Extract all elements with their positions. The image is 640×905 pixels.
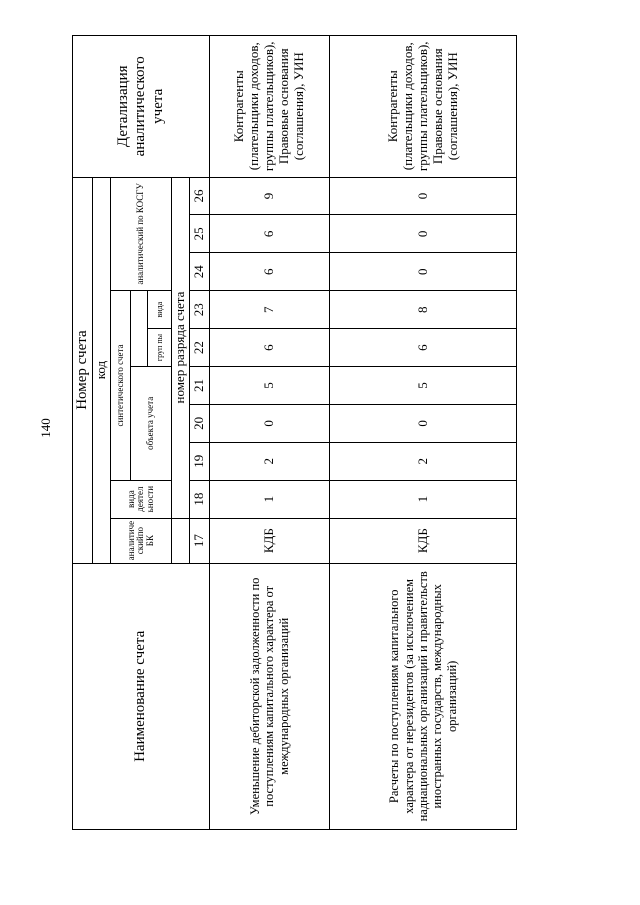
digit-20: 20: [190, 404, 210, 442]
header-activity-type: вида деятел ьности: [111, 480, 172, 518]
digit-23: 23: [190, 291, 210, 329]
row-1-digit-20: 0: [210, 404, 330, 442]
digit-22: 22: [190, 329, 210, 367]
page-number: 140: [38, 418, 53, 438]
header-analytic-bk: аналитиче скийпо БК: [111, 518, 172, 563]
row-2-digit-21: 5: [330, 367, 517, 405]
row-2-digit-24: 0: [330, 253, 517, 291]
row-1-activity-type: 1: [210, 480, 330, 518]
header-rank-number: номер разряда счета: [172, 177, 190, 518]
header-kind: вида: [148, 291, 172, 329]
row-2-digit-20: 0: [330, 404, 517, 442]
table-row: [210, 36, 330, 830]
row-2-analytic-detail: Контрагенты (плательщики доходов, группы плательщиков), Правовые основания (соглашения), УИН: [330, 36, 517, 178]
row-1-analytic-bk: КДБ: [210, 518, 330, 563]
digit-17: 17: [190, 518, 210, 563]
row-1-digit-22: 6: [210, 329, 330, 367]
header-synthetic-account: синтетического счета: [111, 291, 131, 480]
digit-18: 18: [190, 480, 210, 518]
row-2-analytic-bk: КДБ: [330, 518, 517, 563]
digit-19: 19: [190, 442, 210, 480]
row-2-activity-type: 1: [330, 480, 517, 518]
row-1-digit-21: 5: [210, 367, 330, 405]
header-account-name: Наименование счета: [73, 563, 210, 829]
header-code: код: [93, 177, 111, 563]
row-1-digit-24: 6: [210, 253, 330, 291]
row-2-digit-23: 8: [330, 291, 517, 329]
row-2-digit-26: 0: [330, 177, 517, 215]
digit-25: 25: [190, 215, 210, 253]
table-row: [330, 36, 517, 830]
row-1-digit-25: 6: [210, 215, 330, 253]
header-accounting-object: объекта учета: [131, 367, 172, 481]
row-1-digit-23: 7: [210, 291, 330, 329]
digit-24: 24: [190, 253, 210, 291]
row-2-account-name: Расчеты по поступлениям капитального характера от нерезидентов (за исключением наднациональных организаций и правительств иностранных государств, международных организаций): [330, 563, 517, 829]
row-1-digit-26: 9: [210, 177, 330, 215]
digit-21: 21: [190, 367, 210, 405]
header-analytic-kosgu: аналитический по КОСГУ: [111, 177, 172, 291]
row-1-analytic-detail: Контрагенты (плательщики доходов, группы плательщиков), Правовые основания (соглашения), УИН: [210, 36, 330, 178]
header-analytic-detail: Детализация аналитического учета: [73, 36, 210, 178]
account-table: [72, 35, 517, 830]
row-2-digit-22: 6: [330, 329, 517, 367]
row-1-digit-19: 2: [210, 442, 330, 480]
header-group: груп пы: [148, 329, 172, 367]
row-1-account-name: Уменьшение дебиторской задолженности по поступлениям капитального характера от международных организаций: [210, 563, 330, 829]
row-2-digit-19: 2: [330, 442, 517, 480]
account-table-rotated: [72, 35, 507, 830]
header-account-number: Номер счета: [73, 177, 93, 563]
row-2-digit-25: 0: [330, 215, 517, 253]
digit-26: 26: [190, 177, 210, 215]
